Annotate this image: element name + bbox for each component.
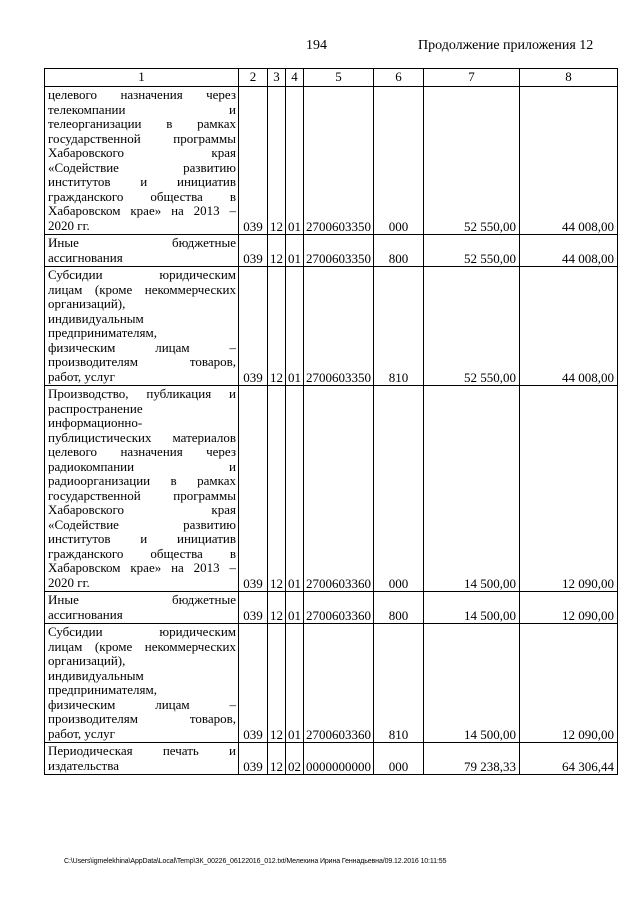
description-line: публицистических материалов: [48, 429, 236, 445]
description-line: организаций),: [48, 653, 126, 668]
target-article-cell: 2700603350: [304, 235, 374, 267]
description-line: Субсидии юридическим: [48, 267, 236, 282]
section-code-cell: 12: [268, 386, 286, 592]
description-line: государственной программы: [48, 130, 236, 146]
description-line: Хабаровского края: [48, 145, 236, 160]
ministry-code-cell: 039: [239, 235, 268, 267]
description-line: физическим лицам –: [48, 696, 236, 712]
description-line: информационно-: [48, 415, 143, 430]
description-line: институтов и инициатив: [48, 531, 236, 546]
section-code-cell: 12: [268, 87, 286, 235]
subsection-code-cell: 01: [286, 386, 304, 592]
description-line: индивидуальным: [48, 310, 144, 326]
row-description: [45, 87, 239, 235]
description-line: целевого назначения через: [48, 87, 236, 102]
description-line: Хабаровском крае» на 2013 –: [48, 203, 236, 218]
planned-amount-cell: 52 550,00: [424, 235, 520, 267]
target-article-cell: 2700603350: [304, 87, 374, 235]
row-description: [45, 624, 239, 743]
expense-type-cell: 000: [374, 386, 424, 592]
column-header: 3: [268, 69, 286, 87]
subsection-code-cell: 01: [286, 87, 304, 235]
subsection-code-cell: 01: [286, 235, 304, 267]
appendix-continuation-label: Продолжение приложения 12: [418, 38, 594, 53]
description-line: физическим лицам –: [48, 339, 236, 355]
column-header: 1: [45, 69, 239, 87]
column-header: 5: [304, 69, 374, 87]
subsection-code-cell: 02: [286, 743, 304, 775]
description-line: издательства: [48, 757, 119, 773]
description-line: работ, услуг: [48, 725, 116, 741]
description-line: Периодическая печать и: [48, 743, 236, 758]
ministry-code-cell: 039: [239, 267, 268, 386]
planned-amount-cell: 14 500,00: [424, 386, 520, 592]
description-line: Хабаровского края: [48, 502, 236, 517]
description-line: радиокомпании и: [48, 458, 236, 474]
expense-type-cell: 810: [374, 624, 424, 743]
expense-type-cell: 800: [374, 592, 424, 624]
executed-amount-cell: 64 306,44: [520, 743, 618, 775]
expense-type-cell: 000: [374, 743, 424, 775]
planned-amount-cell: 52 550,00: [424, 87, 520, 235]
ministry-code-cell: 039: [239, 743, 268, 775]
description-line: радиоорганизации в рамках: [48, 473, 236, 488]
description-line: индивидуальным: [48, 667, 144, 683]
document-footer-path: C:\Users\igmelekhina\AppData\Local\Temp\ЗК_00226_06122016_012.txt/Мелехина Ирина Геннадьевна/09.12.2016 10:11:55: [64, 858, 447, 865]
row-description: [45, 235, 239, 267]
description-line: лицам (кроме некоммерческих: [48, 638, 236, 654]
section-code-cell: 12: [268, 235, 286, 267]
description-line: Субсидии юридическим: [48, 624, 236, 639]
description-line: «Содействие развитию: [48, 516, 236, 532]
description-line: 2020 гг.: [48, 574, 90, 590]
description-line: предпринимателям,: [48, 682, 157, 697]
description-line: государственной программы: [48, 487, 236, 503]
column-header: 7: [424, 69, 520, 87]
subsection-code-cell: 01: [286, 624, 304, 743]
description-line: целевого назначения через: [48, 444, 236, 459]
expense-type-cell: 000: [374, 87, 424, 235]
table-row: [45, 87, 618, 235]
target-article-cell: 2700603360: [304, 386, 374, 592]
ministry-code-cell: 039: [239, 592, 268, 624]
expense-type-cell: 810: [374, 267, 424, 386]
description-line: распространение: [48, 400, 143, 416]
target-article-cell: 0000000000: [304, 743, 374, 775]
expense-type-cell: 800: [374, 235, 424, 267]
description-line: организаций),: [48, 296, 126, 311]
subsection-code-cell: 01: [286, 267, 304, 386]
description-line: гражданского общества в: [48, 188, 236, 204]
column-header: 8: [520, 69, 618, 87]
executed-amount-cell: 12 090,00: [520, 624, 618, 743]
description-line: ассигнования: [48, 249, 123, 265]
target-article-cell: 2700603350: [304, 267, 374, 386]
planned-amount-cell: 52 550,00: [424, 267, 520, 386]
ministry-code-cell: 039: [239, 386, 268, 592]
description-line: институтов и инициатив: [48, 174, 236, 189]
description-line: производителям товаров,: [48, 711, 236, 726]
budget-table: [44, 68, 618, 775]
description-line: телеорганизации в рамках: [48, 116, 236, 131]
target-article-cell: 2700603360: [304, 624, 374, 743]
ministry-code-cell: 039: [239, 624, 268, 743]
executed-amount-cell: 44 008,00: [520, 235, 618, 267]
description-line: лицам (кроме некоммерческих: [48, 281, 236, 297]
table-row: [45, 624, 618, 743]
column-header: 4: [286, 69, 304, 87]
description-line: «Содействие развитию: [48, 159, 236, 175]
executed-amount-cell: 12 090,00: [520, 592, 618, 624]
table-row: [45, 235, 618, 267]
column-header-row: [45, 69, 618, 87]
description-line: работ, услуг: [48, 368, 116, 384]
section-code-cell: 12: [268, 743, 286, 775]
planned-amount-cell: 79 238,33: [424, 743, 520, 775]
description-line: Иные бюджетные: [48, 592, 236, 607]
description-line: Хабаровском крае» на 2013 –: [48, 560, 236, 575]
description-line: гражданского общества в: [48, 545, 236, 561]
row-description: [45, 743, 239, 775]
description-line: производителям товаров,: [48, 354, 236, 369]
description-line: телекомпании и: [48, 101, 236, 117]
row-description: [45, 267, 239, 386]
description-line: 2020 гг.: [48, 217, 90, 233]
description-line: ассигнования: [48, 606, 123, 622]
table-row: [45, 743, 618, 775]
executed-amount-cell: 44 008,00: [520, 87, 618, 235]
target-article-cell: 2700603360: [304, 592, 374, 624]
table-row: [45, 386, 618, 592]
row-description: [45, 386, 239, 592]
description-line: предпринимателям,: [48, 325, 157, 340]
column-header: 6: [374, 69, 424, 87]
section-code-cell: 12: [268, 624, 286, 743]
description-line: Иные бюджетные: [48, 235, 236, 250]
row-description: [45, 592, 239, 624]
section-code-cell: 12: [268, 267, 286, 386]
column-header: 2: [239, 69, 268, 87]
description-line: Производство, публикация и: [48, 386, 236, 401]
table-row: [45, 592, 618, 624]
planned-amount-cell: 14 500,00: [424, 624, 520, 743]
table-row: [45, 267, 618, 386]
executed-amount-cell: 44 008,00: [520, 267, 618, 386]
ministry-code-cell: 039: [239, 87, 268, 235]
subsection-code-cell: 01: [286, 592, 304, 624]
executed-amount-cell: 12 090,00: [520, 386, 618, 592]
page-number: 194: [306, 38, 327, 53]
planned-amount-cell: 14 500,00: [424, 592, 520, 624]
section-code-cell: 12: [268, 592, 286, 624]
